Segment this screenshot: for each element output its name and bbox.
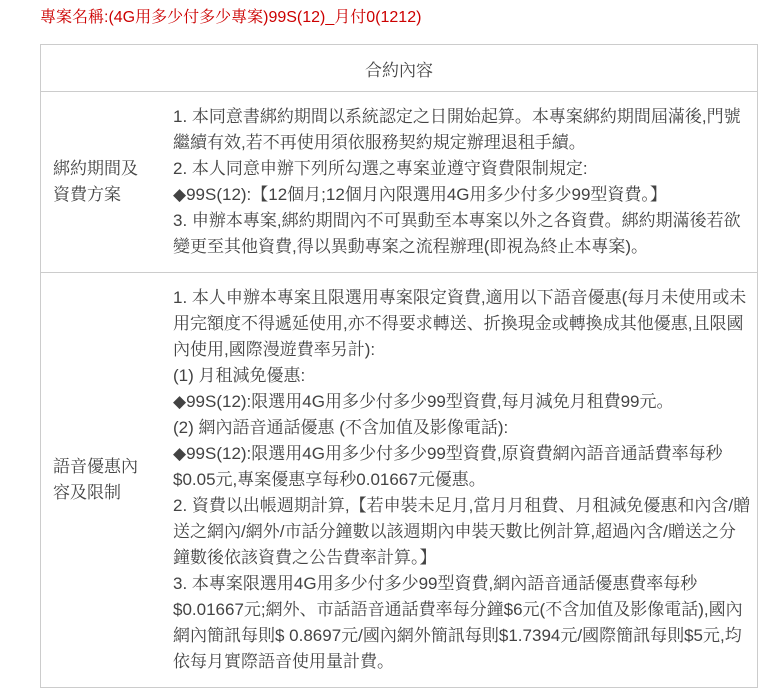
- row-content-voice-discount: [173, 273, 757, 687]
- paragraph: (1) 月租減免優惠:: [173, 366, 306, 385]
- row-label-voice-discount: 語音優惠內容及限制: [53, 457, 138, 502]
- page-title: 專案名稱:(4G用多少付多少專案)99S(12)_月付0(1212): [40, 9, 422, 26]
- row-label-binding-period: 綁約期間及資費方案: [53, 159, 138, 204]
- row-content-binding-period: [173, 92, 757, 272]
- paragraph: 2. 本人同意申辦下列所勾選之專案並遵守資費限制規定:: [173, 159, 588, 178]
- paragraph: 3. 申辦本專案,綁約期間內不可異動至本專案以外之各資費。綁約期滿後若欲變更至其他資費,得以異動專案之流程辦理(即視為終止本專案)。: [173, 211, 741, 256]
- paragraph: ◆99S(12):限選用4G用多少付多少99型資費,原資費網內語音通話費率每秒$0.05元,專案優惠享每秒0.01667元優惠。: [173, 444, 723, 489]
- paragraph: 1. 本人申辦本專案且限選用專案限定資費,適用以下語音優惠(每月未使用或未用完額度不得遞延使用,亦不得要求轉送、折換現金或轉換成其他優惠,且限國內使用,國際漫遊費率另計):: [173, 288, 747, 359]
- paragraph: 2. 資費以出帳週期計算,【若申裝未足月,當月月租費、月租減免優惠和內含/贈送之網內/網外/市話分鐘數以該週期內申裝天數比例計算,超過內含/贈送之分鐘數後依該資費之公告費率計算。】: [173, 496, 751, 567]
- table-header: 合約內容: [41, 45, 757, 92]
- table-row-voice-discount: [41, 273, 757, 687]
- contract-table: [40, 44, 758, 688]
- paragraph: 1. 本同意書綁約期間以系統認定之日開始起算。本專案綁約期間屆滿後,門號繼續有效,若不再使用須依服務契約規定辦理退租手續。: [173, 107, 741, 152]
- table-row-binding-period: [41, 92, 757, 273]
- paragraph: ◆99S(12):【12個月;12個月內限選用4G用多少付多少99型資費。】: [173, 185, 667, 204]
- paragraph: 3. 本專案限選用4G用多少付多少99型資費,網內語音通話優惠費率每秒$0.01667元;網外、市話語音通話費率每分鐘$6元(不含加值及影像電話),國內網內簡訊每則$ 0.8697元/國內網外簡訊每則$1.7394元/國際簡訊每則$5元,均依每月實際語音使用量計費。: [173, 574, 743, 671]
- paragraph: (2) 網內語音通話優惠 (不含加值及影像電話):: [173, 418, 509, 437]
- paragraph: ◆99S(12):限選用4G用多少付多少99型資費,每月減免月租費99元。: [173, 392, 674, 411]
